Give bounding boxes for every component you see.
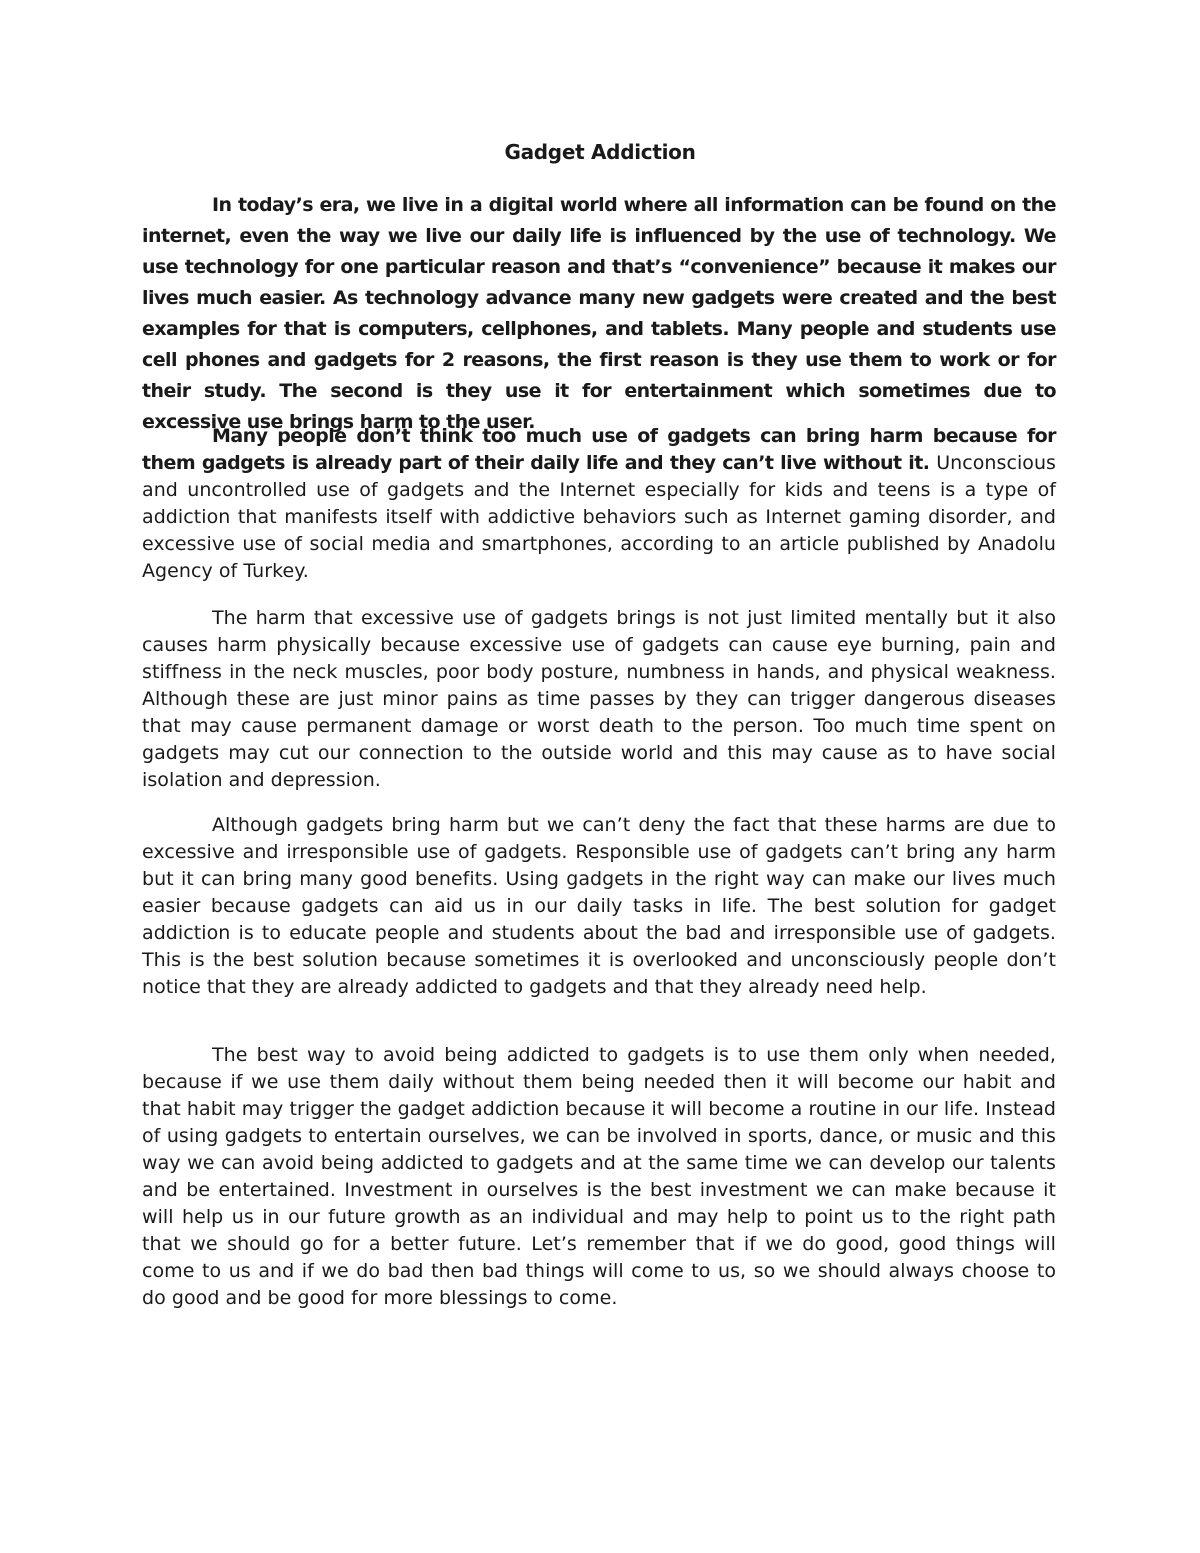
paragraph-3: The harm that excessive use of gadgets brings is not just limited mentally but it also causes harm physically because excessive use of gadgets can cause eye burning, pain and stiffness in the neck muscles, poor body posture, numbness in hands, and physical weakness. Although these are just minor pains as time passes by they can trigger dangerous diseases that may cause permanent damage or worst death to the person. Too much time spent on gadgets may cut our connection to the outside world and this may cause as to have social isolation and depression. — [142, 607, 1056, 791]
paragraph-2-bold-text: Many people don’t think too much use of gadgets can bring harm because for them gadgets is already part of their daily life and they can’t live without it. — [142, 425, 1056, 474]
paragraph-4: Although gadgets bring harm but we can’t deny the fact that these harms are due to excessive and irresponsible use of gadgets. Responsible use of gadgets can’t bring any harm but it can bring many good benefits. Using gadgets in the right way can make our lives much easier because gadgets can aid us in our daily tasks in life. The best solution for gadget addiction is to educate people and students about the bad and irresponsible use of gadgets. This is the best solution because sometimes it is overlooked and unconsciously people don’t notice that they are already addicted to gadgets and that they already need help. — [142, 814, 1056, 998]
document-title: Gadget Addiction — [504, 140, 696, 164]
paragraph-2-text: Unconscious and uncontrolled use of gadgets and the Internet especially for kids and teens is a type of addiction that manifests itself with addictive behaviors such as Internet gaming disorder, and excessive use of social media and smartphones, according to an article published by Anadolu Agency of Turkey. — [142, 452, 1056, 582]
paragraph-1: In today’s era, we live in a digital world where all information can be found on the internet, even the way we live our daily life is influenced by the use of technology. We use technology for one particular reason and that’s “convenience” because it makes our lives much easier. As technology advance many new gadgets were created and the best examples for that is computers, cellphones, and tablets. Many people and students use cell phones and gadgets for 2 reasons, the first reason is they use them to work or for their study. The second is they use it for entertainment which sometimes due to excessive use brings harm to the user. — [142, 194, 1056, 433]
paragraph-2 — [142, 423, 1056, 585]
paragraph-5: The best way to avoid being addicted to gadgets is to use them only when needed, because if we use them daily without them being needed then it will become our habit and that habit may trigger the gadget addiction because it will become a routine in our life. Instead of using gadgets to entertain ourselves, we can be involved in sports, dance, or music and this way we can avoid being addicted to gadgets and at the same time we can develop our talents and be entertained. Investment in ourselves is the best investment we can make because it will help us in our future growth as an individual and may help to point us to the right path that we should go for a better future. Let’s remember that if we do good, good things will come to us and if we do bad then bad things will come to us, so we should always choose to do good and be good for more blessings to come. — [142, 1044, 1056, 1309]
